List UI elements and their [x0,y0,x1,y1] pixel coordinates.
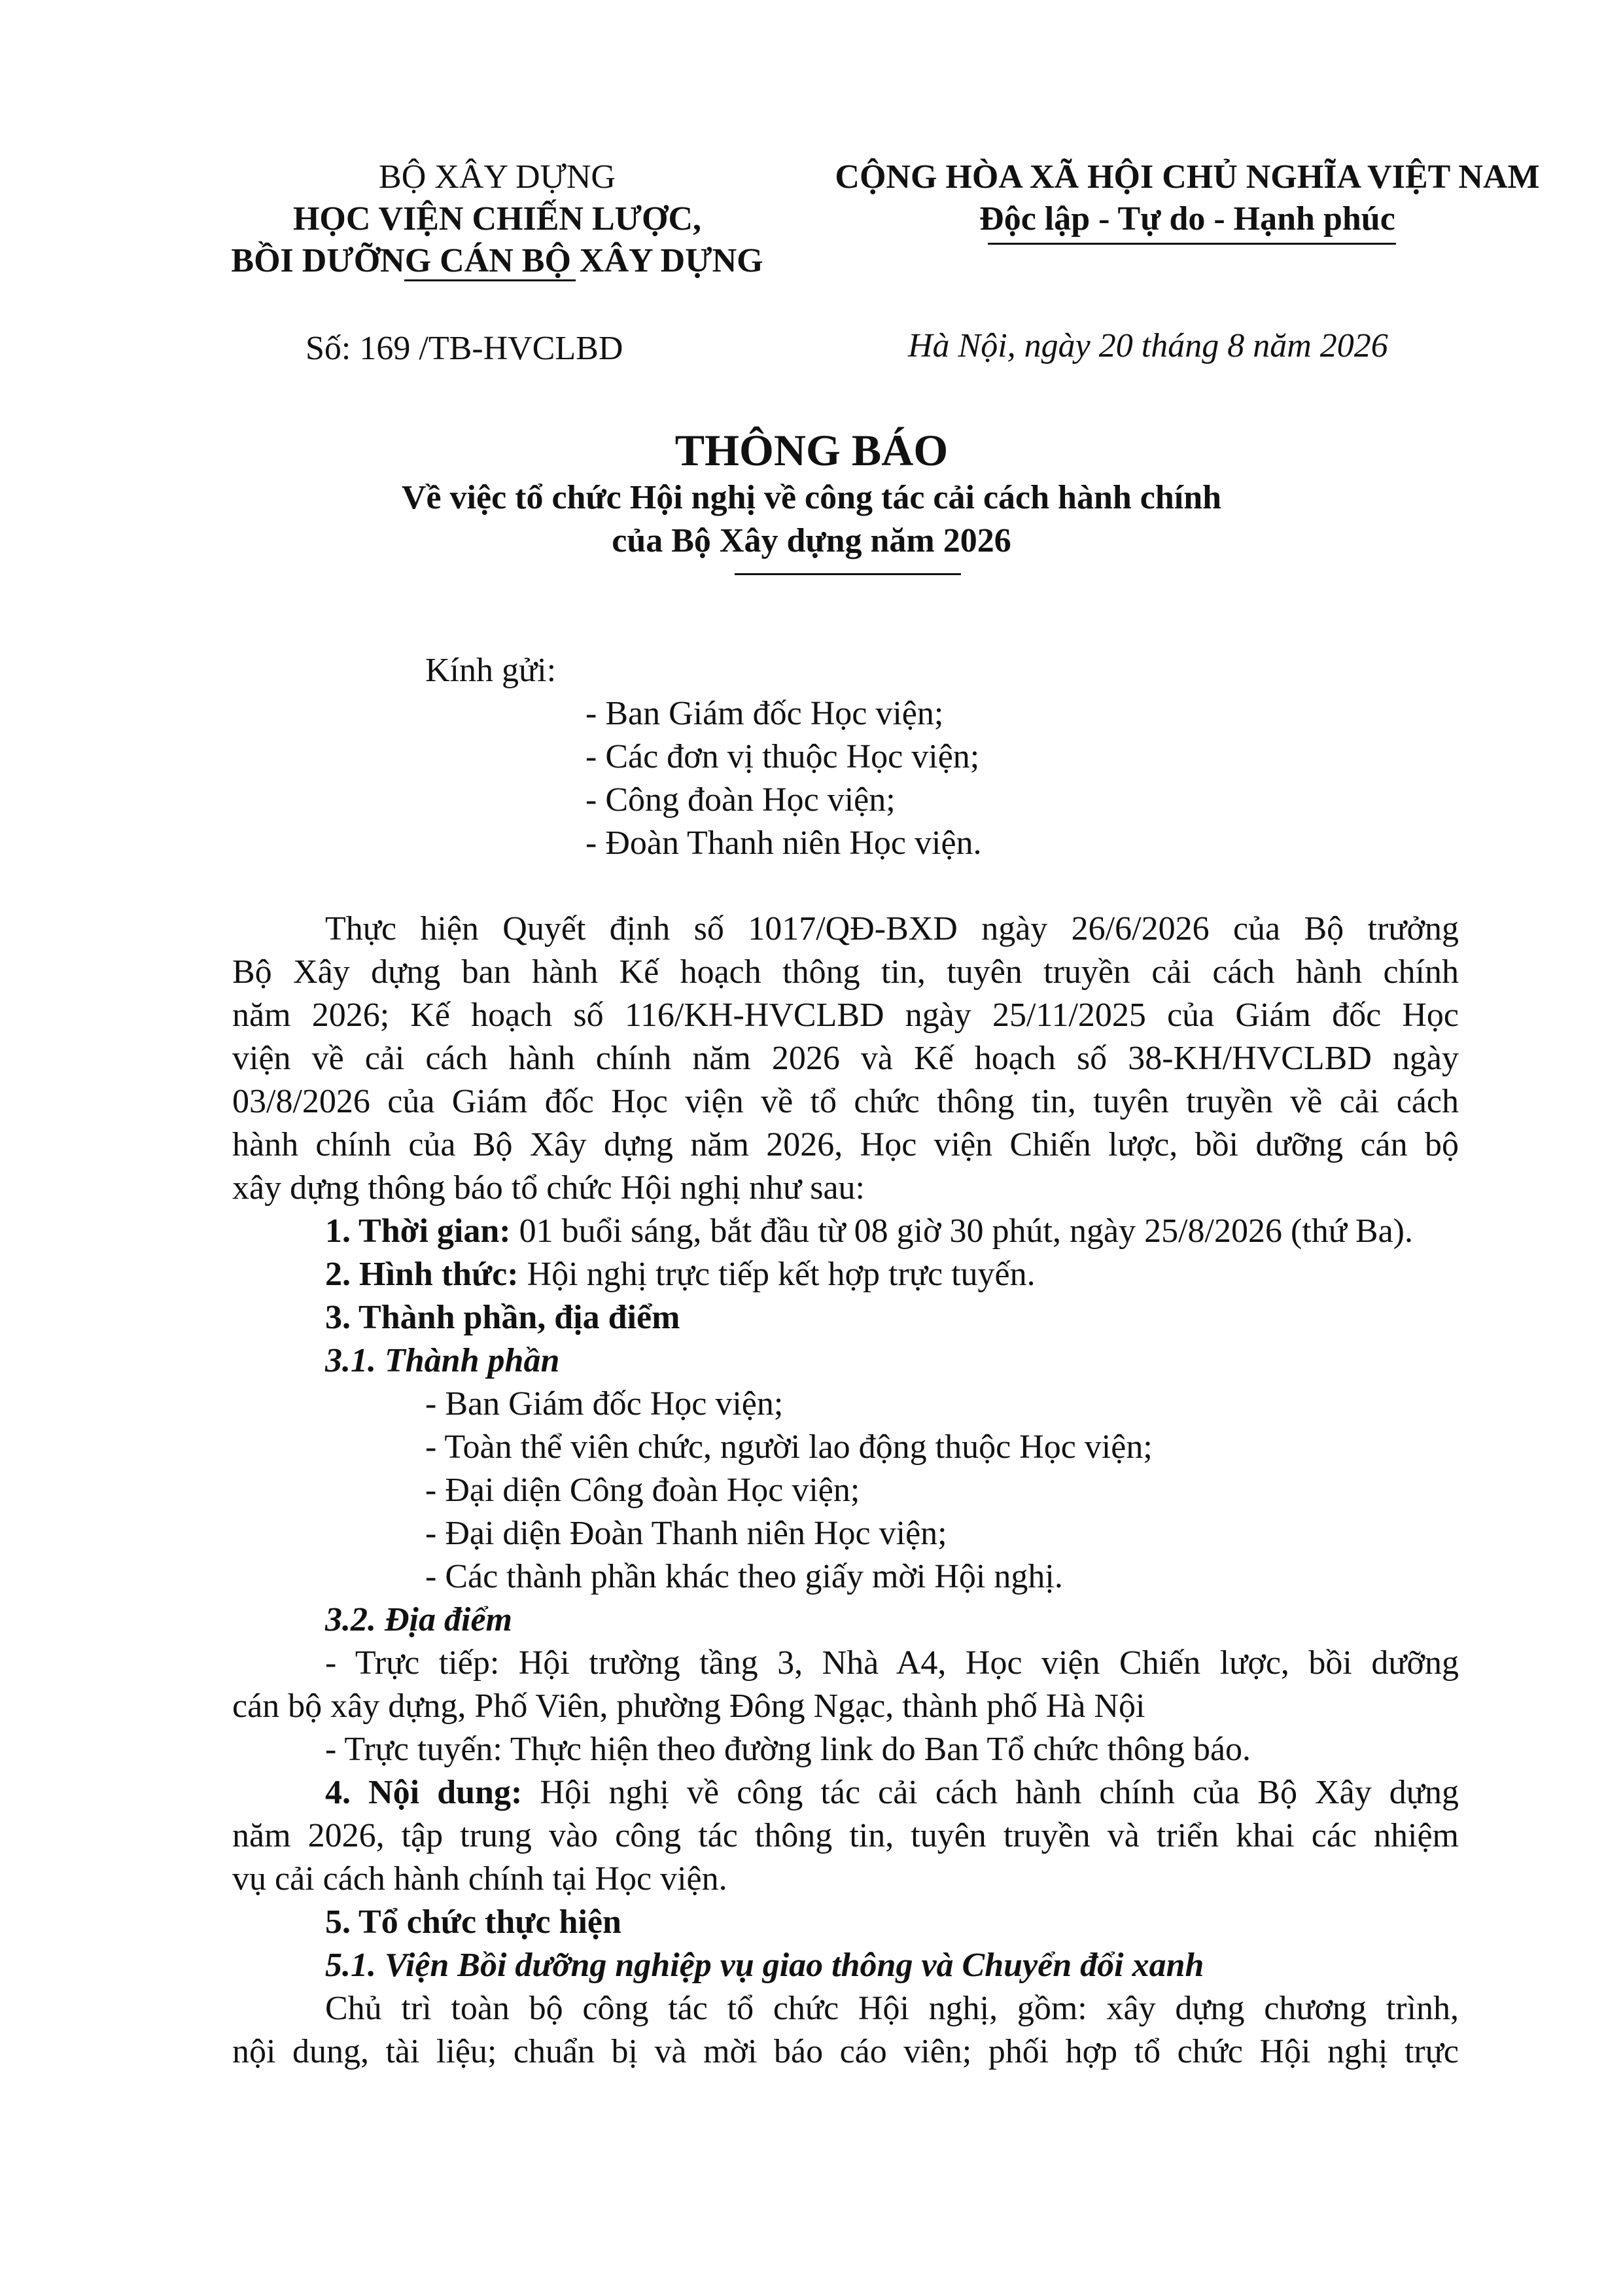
section-format-text: Hội nghị trực tiếp kết hợp trực tuyến. [518,1256,1036,1293]
document-number: Số: 169 /TB-HVCLBD [305,330,623,367]
section-content-line2: năm 2026, tập trung vào công tác thông tin, tuyên truyền và triển khai các nhiệm [232,1817,1459,1854]
section-time-text: 01 buổi sáng, bắt đầu từ 08 giờ 30 phút, ngày 25/8/2026 (thứ Ba). [510,1212,1413,1250]
intro-line: xây dựng thông báo tổ chức Hội nghị như sau: [232,1169,865,1207]
location-direct-line2: cán bộ xây dựng, Phố Viên, phường Đông Ngạc, thành phố Hà Nội [232,1687,1145,1725]
intro-line: viện về cải cách hành chính năm 2026 và Kế hoạch số 38-KH/HVCLBD ngày [232,1040,1459,1077]
section-content-line3: vụ cải cách hành chính tại Học viện. [232,1860,727,1898]
header-right-underline [988,243,1396,245]
participant-item: - Ban Giám đốc Học viện; [425,1385,784,1422]
location-heading: 3.2. Địa điểm [325,1601,512,1638]
intro-line: Thực hiện Quyết định số 1017/QĐ-BXD ngày 26/6/2026 của Bộ trưởng [325,910,1459,947]
participant-item: - Đại diện Đoàn Thanh niên Học viện; [425,1515,947,1552]
place-and-date: Hà Nội, ngày 20 tháng 8 năm 2026 [908,327,1388,364]
intro-line: 03/8/2026 của Giám đốc Học viện về tổ chức thông tin, tuyên truyền về cải cách [232,1083,1459,1120]
national-motto: Độc lập - Tự do - Hạnh phúc [979,200,1395,238]
participant-item: - Toàn thể viên chức, người lao động thuộc Học viện; [425,1428,1153,1466]
participant-item: - Các thành phần khác theo giấy mời Hội nghị. [425,1558,1063,1595]
location-direct-line1: - Trực tiếp: Hội trường tầng 3, Nhà A4, Học viện Chiến lược, bồi dưỡng [325,1644,1459,1682]
section-format [325,1253,1036,1296]
section-format-label: 2. Hình thức: [325,1256,519,1293]
implementation-sub1-heading: 5.1. Viện Bồi dưỡng nghiệp vụ giao thông và Chuyển đổi xanh [325,1947,1204,1984]
intro-line: Bộ Xây dựng ban hành Kế hoạch thông tin, tuyên truyền cải cách hành chính [232,953,1459,991]
recipients-label: Kính gửi: [425,652,557,689]
section-time-label: 1. Thời gian: [325,1212,511,1250]
header-left-underline [404,279,576,281]
section-content-label: 4. Nội dung: [325,1774,523,1811]
participants-heading: 3.1. Thành phần [325,1342,560,1379]
recipient-item: - Công đoàn Học viện; [585,781,896,819]
recipient-item: - Ban Giám đốc Học viện; [585,695,944,732]
implementation-sub1-line1: Chủ trì toàn bộ công tác tổ chức Hội nghị, gồm: xây dựng chương trình, [325,1990,1459,2027]
intro-line: năm 2026; Kế hoạch số 116/KH-HVCLBD ngày 25/11/2025 của Giám đốc Học [232,997,1459,1034]
country-name: CỘNG HÒA XÃ HỘI CHỦ NGHĨA VIỆT NAM [835,158,1540,196]
implementation-sub1-line2: nội dung, tài liệu; chuẩn bị và mời báo cáo viên; phối hợp tổ chức Hội nghị trực [232,2033,1459,2070]
location-online: - Trực tuyến: Thực hiện theo đường link do Ban Tổ chức thông báo. [325,1731,1251,1768]
ministry-name: BỘ XÂY DỰNG [379,158,616,196]
document-subtitle-line2: của Bộ Xây dựng năm 2026 [612,522,1011,559]
section-implementation-heading: 5. Tổ chức thực hiện [325,1903,621,1941]
document-title: THÔNG BÁO [674,425,949,475]
institute-name-line1: HỌC VIỆN CHIẾN LƯỢC, [292,200,702,238]
intro-line: hành chính của Bộ Xây dựng năm 2026, Học viện Chiến lược, bồi dưỡng cán bộ [232,1126,1459,1163]
title-underline [735,573,961,575]
document-subtitle-line1: Về việc tổ chức Hội nghị về công tác cải cách hành chính [401,479,1222,516]
section-content-line1 [325,1771,1459,1814]
recipient-item: - Các đơn vị thuộc Học viện; [585,738,980,775]
recipient-item: - Đoàn Thanh niên Học viện. [585,824,982,862]
participant-item: - Đại diện Công đoàn Học viện; [425,1472,860,1509]
section-content-text: Hội nghị về công tác cải cách hành chính của Bộ Xây dựng [522,1774,1459,1811]
institute-name-line2: BỒI DƯỠNG CÁN BỘ XÂY DỰNG [231,242,763,279]
section-time [325,1210,1413,1253]
section-participants-location-heading: 3. Thành phần, địa điểm [325,1299,680,1336]
